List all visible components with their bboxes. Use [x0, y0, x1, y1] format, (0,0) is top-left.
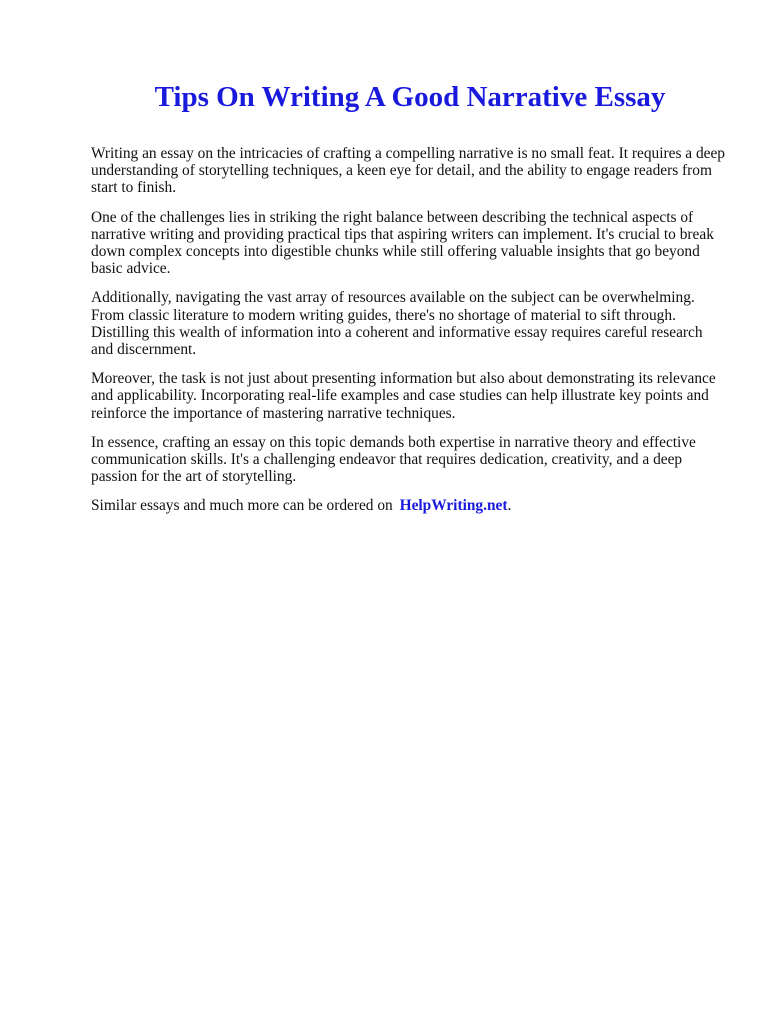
paragraph-3: Additionally, navigating the vast array of resources available on the subject can be overwhelming. From classic literature to modern writing guides, there's no shortage of material to sift through. Distilling this wealth of information into a coherent and informative essay requires careful research and discernment.: [91, 289, 703, 359]
paragraph-1: Writing an essay on the intricacies of crafting a compelling narrative is no small feat. It requires a deep understanding of storytelling techniques, a keen eye for detail, and the ability to engage readers from start to finish.: [91, 145, 726, 197]
document-title: Tips On Writing A Good Narrative Essay: [154, 81, 666, 113]
footer-prefix: Similar essays and much more can be ordered on: [91, 497, 393, 515]
paragraph-4: Moreover, the task is not just about presenting information but also about demonstrating its relevance and applicability. Incorporating real-life examples and case studies can help illustrate key points and reinforce the importance of mastering narrative techniques.: [91, 370, 716, 422]
paragraph-5: In essence, crafting an essay on this topic demands both expertise in narrative theory and effective communication skills. It's a challenging endeavor that requires dedication, creativity, and a deep passion for the art of storytelling.: [91, 433, 696, 486]
document-body: [91, 145, 727, 515]
footer-line: [91, 497, 727, 514]
helpwriting-link[interactable]: HelpWriting.net: [399, 497, 508, 515]
footer-suffix: .: [507, 497, 512, 515]
paragraph-2: One of the challenges lies in striking the right balance between describing the technical aspects of narrative writing and providing practical tips that aspiring writers can implement. It's crucial to break down complex concepts into digestible chunks while still offering valuable insights that go beyond basic advice.: [91, 208, 714, 278]
